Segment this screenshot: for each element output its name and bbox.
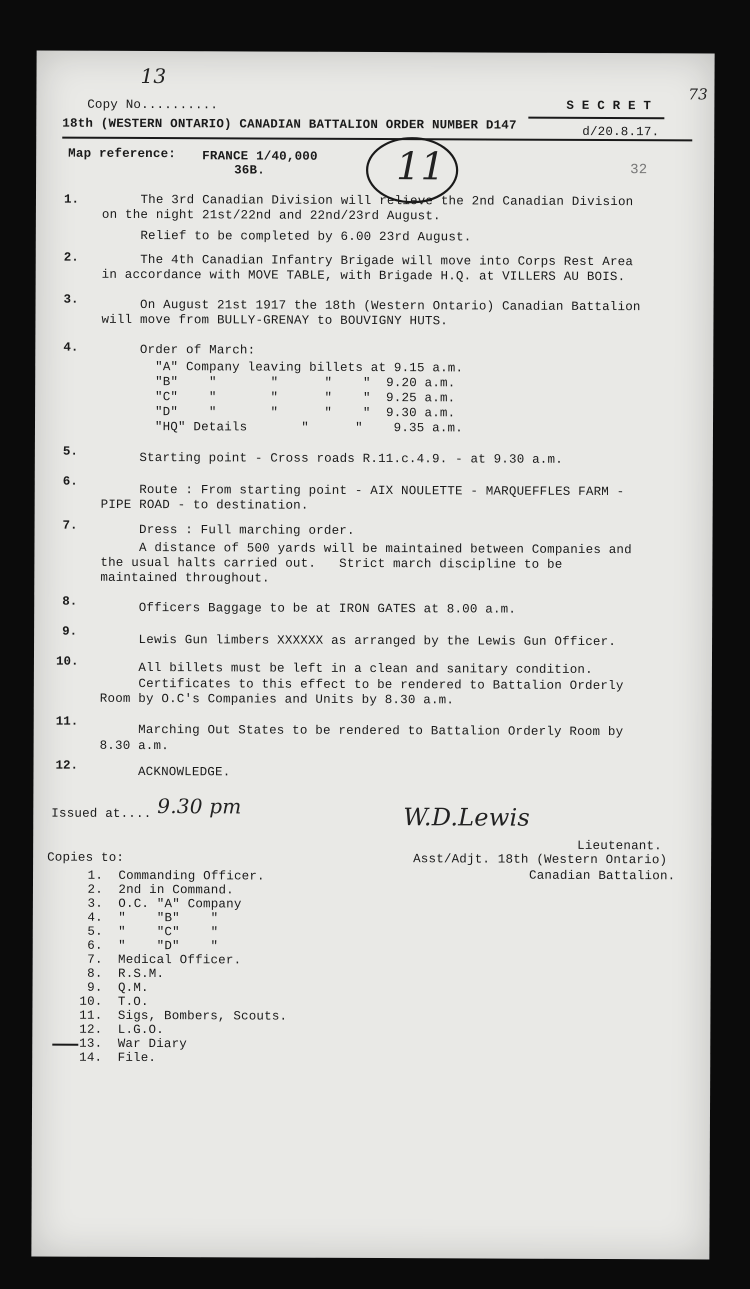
copy-label: Copy No.......... xyxy=(87,97,219,113)
para-3-line: will move from BULLY-GRENAY to BOUVIGNY HUTS. xyxy=(101,312,449,329)
para-5-number: 5. xyxy=(62,444,78,459)
para-4-line: "B" " " " " 9.20 a.m. xyxy=(101,374,456,391)
issued-label: Issued at.... xyxy=(51,806,152,822)
signature-handwritten: W.D.Lewis xyxy=(403,803,530,832)
para-6-line: PIPE ROAD - to destination. xyxy=(100,497,309,513)
para-4-line: Order of March: xyxy=(101,342,256,358)
para-8-line: Officers Baggage to be at IRON GATES at 8.00 a.m. xyxy=(100,600,517,617)
para-12-number: 12. xyxy=(55,758,79,773)
para-7-line: Dress : Full marching order. xyxy=(100,522,355,538)
copy-item: 3. O.C. "A" Company xyxy=(87,896,242,912)
copy-item: 7. Medical Officer. xyxy=(87,952,242,968)
pencil-page-number: 32 xyxy=(630,162,648,179)
copy-item: 6. " "D" " xyxy=(87,938,219,954)
para-1-line: Relief to be completed by 6.00 23rd August. xyxy=(101,228,472,245)
para-8-number: 8. xyxy=(62,594,78,609)
signature-unit: Canadian Battalion. xyxy=(529,868,676,884)
para-2-number: 2. xyxy=(63,250,79,265)
para-3-line: On August 21st 1917 the 18th (Western Ontario) Canadian Battalion xyxy=(101,297,641,315)
para-4-line: "HQ" Details " " 9.35 a.m. xyxy=(100,419,463,436)
para-11-number: 11. xyxy=(55,714,79,729)
copy-item: 11. Sigs, Bombers, Scouts. xyxy=(79,1008,288,1024)
para-7-line: maintained throughout. xyxy=(100,570,270,586)
para-10-line: Room by O.C's Companies and Units by 8.30 a.m. xyxy=(99,691,455,708)
para-4-line: "C" " " " " 9.25 a.m. xyxy=(101,389,456,406)
para-11-line: Marching Out States to be rendered to Battalion Orderly Room by xyxy=(99,722,624,740)
copies-label: Copies to: xyxy=(47,850,125,865)
para-1-line: The 3rd Canadian Division will relieve the 2nd Canadian Division xyxy=(101,192,634,210)
copy-item: 14. File. xyxy=(79,1050,157,1066)
war-diary-pen-dash xyxy=(52,1044,78,1046)
para-12-line: ACKNOWLEDGE. xyxy=(99,764,231,780)
signature-appointment: Asst/Adjt. 18th (Western Ontario) xyxy=(413,852,668,868)
para-1-line: on the night 21st/22nd and 22nd/23rd August. xyxy=(101,207,441,224)
signature-rank: Lieutenant. xyxy=(577,838,662,854)
para-7-line: A distance of 500 yards will be maintained between Companies and xyxy=(100,540,632,558)
secret-underline xyxy=(528,117,664,120)
copy-item: 8. R.S.M. xyxy=(87,966,165,982)
secret-label: S E C R E T xyxy=(566,98,652,114)
para-3-number: 3. xyxy=(63,292,79,307)
page-number-handwritten: 73 xyxy=(688,85,708,104)
copy-item: 5. " "C" " xyxy=(87,924,219,940)
para-4-number: 4. xyxy=(63,340,79,355)
circled-number: 11 xyxy=(396,144,445,189)
document-page xyxy=(31,51,714,1260)
issued-time-handwritten: 9.30 pm xyxy=(157,794,242,819)
map-reference-sheet: 36B. xyxy=(234,163,265,178)
para-7-line: the usual halts carried out. Strict march discipline to be xyxy=(100,555,563,572)
copy-item: 1. Commanding Officer. xyxy=(87,868,265,884)
para-2-line: The 4th Canadian Infantry Brigade will move into Corps Rest Area xyxy=(101,252,634,270)
map-reference-label: Map reference: xyxy=(68,146,177,162)
order-date: d/20.8.17. xyxy=(582,124,660,140)
para-6-line: Route : From starting point - AIX NOULETTE - MARQUEFFLES FARM - xyxy=(100,482,625,500)
copy-item-war-diary: 13. War Diary xyxy=(79,1036,188,1052)
para-10-line: Certificates to this effect to be rendered to Battalion Orderly xyxy=(99,676,624,694)
para-1-number: 1. xyxy=(63,192,80,207)
para-10-number: 10. xyxy=(55,654,79,669)
copy-item: 2. 2nd in Command. xyxy=(87,882,234,898)
copy-item: 12. L.G.O. xyxy=(79,1022,165,1038)
copy-item: 9. Q.M. xyxy=(87,980,149,996)
para-2-line: in accordance with MOVE TABLE, with Brigade H.Q. at VILLERS AU BOIS. xyxy=(101,267,626,285)
para-4-line: "D" " " " " 9.30 a.m. xyxy=(101,404,456,421)
copy-item: 4. " "B" " xyxy=(87,910,219,926)
copy-item: 10. T.O. xyxy=(79,994,149,1010)
para-7-number: 7. xyxy=(62,518,78,533)
para-9-number: 9. xyxy=(62,624,78,639)
para-11-line: 8.30 a.m. xyxy=(99,738,169,754)
order-title: 18th (WESTERN ONTARIO) CANADIAN BATTALION ORDER NUMBER D147 xyxy=(62,116,517,133)
para-9-line: Lewis Gun limbers XXXXXX as arranged by the Lewis Gun Officer. xyxy=(100,632,617,650)
para-4-line: "A" Company leaving billets at 9.15 a.m. xyxy=(101,359,464,376)
para-10-line: All billets must be left in a clean and sanitary condition. xyxy=(99,660,593,677)
copy-number-handwritten: 13 xyxy=(140,63,167,89)
map-reference-value: FRANCE 1/40,000 xyxy=(202,149,318,164)
para-6-number: 6. xyxy=(62,474,78,489)
para-5-line: Starting point - Cross roads R.11.c.4.9. - at 9.30 a.m. xyxy=(100,450,563,467)
